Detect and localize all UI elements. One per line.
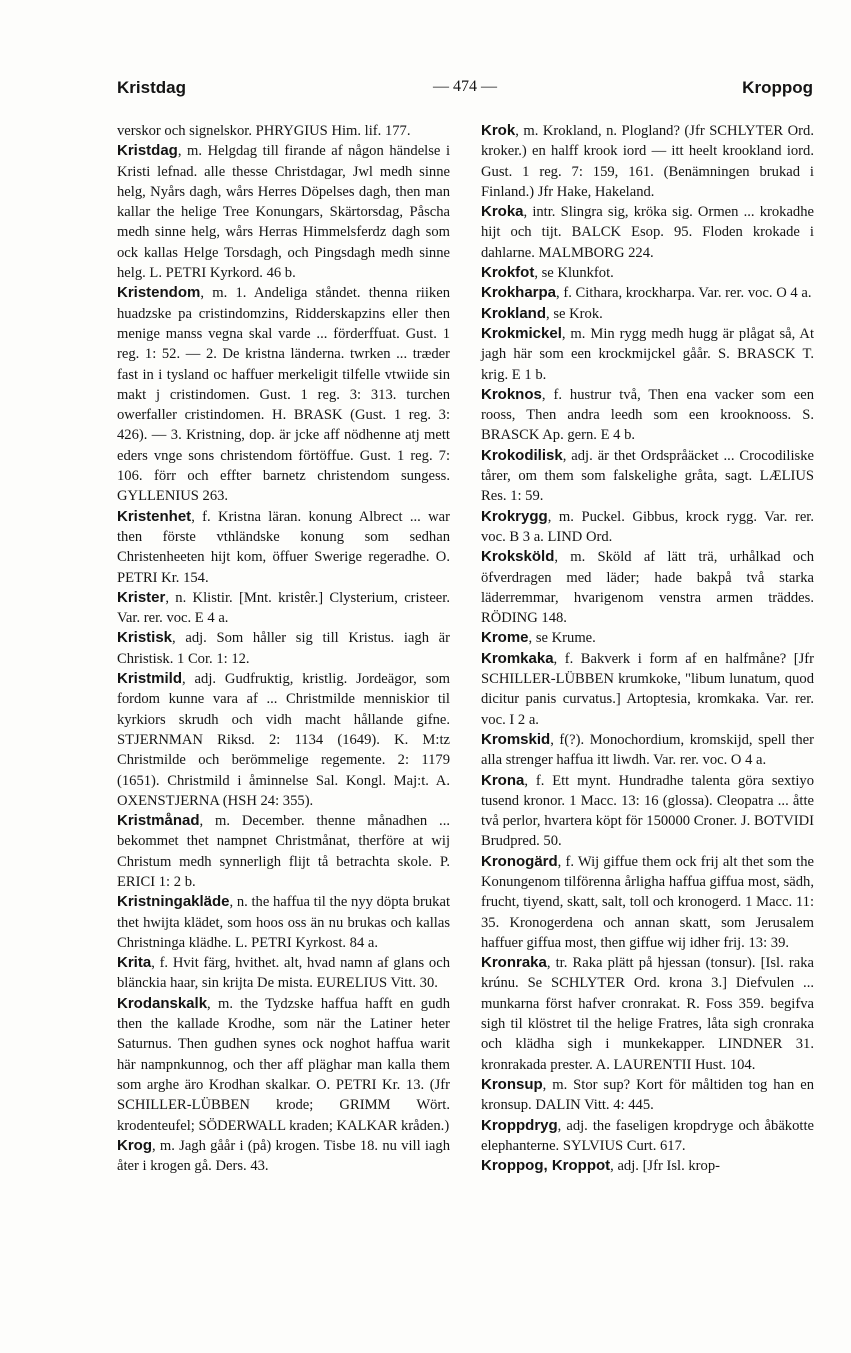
dictionary-entry: Krog, m. Jagh gåår i (på) krogen. Tisbe 18. nu vill iagh åter i krogen gå. Ders. 43. — [117, 1136, 450, 1175]
entry-headword: Kronogärd — [481, 852, 558, 870]
dictionary-entry: Kroppog, Kroppot, adj. [Jfr Isl. krop- — [481, 1157, 720, 1175]
entry-headword: Krog — [117, 1136, 152, 1154]
entry-headword: Krok — [481, 122, 516, 139]
dictionary-entry: Kronraka, tr. Raka plätt på hjessan (tonsur). [Isl. raka krúnu. Se SCHLYTER Ord. krona 3.] Diefvulen ... munkarna först hafver cronrakat. R. Foss 359. begifva sigh til klöstret til the helige Fratres, låta sigh cronraka och klädha sigh i munkekapper. LINDNER 31. kronrakada prester. A. LAURENTII Hust. 104. — [481, 954, 814, 1073]
entry-headword: Kristendom — [117, 284, 201, 302]
dictionary-entry: verskor och signelskor. PHRYGIUS Him. lif. 177. — [117, 123, 411, 139]
dictionary-entry: Kroknos, f. hustrur två, Then ena vacker som een rooss, Then andra leedh som een krooknooss. S. BRASCK Ap. gern. E 4 b. — [481, 385, 814, 444]
entry-headword: Kroksköld — [481, 548, 555, 566]
right-column — [481, 121, 814, 1176]
entry-headword: Kristmånad — [117, 812, 200, 830]
entry-headword: Kroppdryg — [481, 1116, 558, 1134]
dictionary-entry: Kroka, intr. Slingra sig, kröka sig. Ormen ... krokadhe hijt och tijt. BALCK Esop. 95. Floden krokade i dahlarne. MALMBORG 224. — [481, 203, 814, 261]
dictionary-entry: Kristningakläde, n. the haffua til the nyy döpta brukat thet hwijta klädet, som hoos oss än nu brukas och kallas Christninga klädhe. L. PETRI Kyrkost. 84 a. — [117, 893, 450, 951]
dictionary-entry: Kristdag, m. Helgdag till firande af någon händelse i Kristi lefnad. alle thesse Christdagar, Jwl medh sinne helg, Nyårs dagh, wårs Herres Döpelses dagh, then man kallar the helige Tree Konungars, Skärtorsdag, Påscha medh sinne helg, wårs Herras Himmelsferdz dagh som ock kallas Helge Torsdagh, och Pingsdagh medh sinne helg. L. PETRI Kyrkord. 46 b. — [117, 142, 450, 282]
dictionary-entry: Krokodilisk, adj. är thet Ordspråäcket ... Crocodiliske tårer, om them som falskelighe gråta, sagt. LÆLIUS Res. 1: 59. — [481, 446, 814, 505]
entry-headword: Kristisk — [117, 629, 173, 647]
page-header — [117, 78, 813, 102]
entry-headword: Kronraka — [481, 954, 547, 972]
dictionary-entry: Kronogärd, f. Wij giffue them ock frij alt thet som the Konungenom tilförenna årligha haffua giffua most, sädh, frucht, tiyend, skatt, salt, toll och kronogerd. 1 Macc. 11: 35. Kronogerdena och annan skatt, som Jerusalem haffuer giffua most, then giffue wij idher frij. 13: 39. — [481, 852, 814, 951]
entry-headword: Krodanskalk — [117, 994, 208, 1012]
entry-headword: Krita — [117, 954, 152, 972]
entry-headword: Kroknos — [481, 385, 542, 403]
entry-headword: Kroppog, Kroppot — [481, 1157, 611, 1175]
header-right-word: Kroppog — [742, 78, 813, 97]
entry-headword: Krome — [481, 629, 529, 647]
dictionary-entry: Krok, m. Krokland, n. Plogland? (Jfr SCHLYTER Ord. kroker.) en halff krook iord — itt heelt krookland iord. Gust. 1 reg. 7: 159, 161. (Benämningen brukad i Finland.) Jfr Hake, Hakeland. — [481, 122, 814, 200]
header-left-word: Kristdag — [117, 78, 186, 97]
dictionary-entry: Kromkaka, f. Bakverk i form af en halfmåne? [Jfr SCHILLER-LÜBBEN krumkoke, "libum lunatum, quod dicitur panis curvatus.] Artoptesia, kromkaka. Var. rer. voc. I 2 a. — [481, 649, 814, 728]
entry-headword: Kroka — [481, 203, 524, 221]
entry-headword: Kristmild — [117, 670, 183, 688]
entry-headword: Krona — [481, 771, 525, 789]
dictionary-entry: Kristendom, m. 1. Andeliga ståndet. thenna riiken huadzske pa cristindomzins, Ridderskapzins eller then menige manss vegna skal varde ... förderffuat. Gust. 1 reg. 1: 52. — 2. De kristna länderna. twrken ... træder fast in i tysland oc haffuer merkeligit tilfelle vtwiide sin makt j cristindomen. Gust. 1 reg. 3: 313. turchen owerfaller cristindomen. H. BRASK (Gust. 1 reg. 3: 426). — 3. Kristning, dop. är jcke aff nödhenne atj mett eders vnge sons christendom förtöffue. Gust. 1 reg. 7: 106. förr och effter barnetz christendom sungess. GYLLENIUS 263. — [117, 284, 450, 505]
dictionary-entry: Krister, n. Klistir. [Mnt. kristêr.] Clysterium, cristeer. Var. rer. voc. E 4 a. — [117, 588, 450, 627]
dictionary-entry: Kristisk, adj. Som håller sig till Kristus. iagh är Christisk. 1 Cor. 1: 12. — [117, 629, 450, 667]
entry-headword: Krokland — [481, 304, 547, 322]
entry-headword: Kromkaka — [481, 649, 554, 667]
entry-headword: Kristenhet — [117, 507, 192, 525]
dictionary-entry: Kristmild, adj. Gudfruktig, kristlig. Jordeägor, som fordom kunne vara af ... Christmilde menniskior til kyrkiors skrudh och vidh macht hållande gifne. STJERNMAN Riksd. 2: 1134 (1649). K. M:tz Christmilde och berömmelige regemente. 2: 1179 (1651). Christmild i åminnelse Sal. Kongl. Maj:t. A. OXENSTJERNA (HSH 24: 355). — [117, 670, 450, 809]
dictionary-entry: Kronsup, m. Stor sup? Kort för måltiden tog han en kronsup. DALIN Vitt. 4: 445. — [481, 1075, 814, 1114]
dictionary-entry: Kristenhet, f. Kristna läran. konung Albrect ... war then förste vthländske konung som sedhan Christenheeten hijt kom, öffuer Swerige regeradhe. O. PETRI Kr. 154. — [117, 507, 450, 586]
entry-headword: Kristdag — [117, 142, 178, 160]
entry-headword: Krokfot — [481, 264, 535, 282]
page-number: — 474 — — [433, 78, 497, 95]
dictionary-entry: Krokharpa, f. Cithara, krockharpa. Var. rer. voc. O 4 a. — [481, 284, 812, 302]
dictionary-entry: Krona, f. Ett mynt. Hundradhe talenta göra sextiyo tusend kronor. 1 Macc. 13: 16 (glossa). Cleopatra ... åtte två perlor, hvartera köpt för 150000 Croner. J. BOTVIDI Brudpred. 50. — [481, 771, 814, 850]
dictionary-entry: Kristmånad, m. December. thenne månadhen ... bekommet thet nampnet Christmånat, therföre at wij Christum medh synnerligh flijt tå betrachta skole. P. ERICI 1: 2 b. — [117, 812, 450, 890]
dictionary-entry: Krodanskalk, m. the Tydzske haffua hafft en gudh then the kallade Krodhe, som när the Latiner heter Saturnus. Then gudhen synes ock noghot haffua warit här nampnkunnog, och ther aff pläghar man kalla them som arghe äro Krodhan skalkar. O. PETRI Kr. 13. (Jfr SCHILLER-LÜBBEN krode; GRIMM Wört. krodenteufel; SÖDERWALL kraden; KALKAR kråden.) — [117, 994, 450, 1134]
entry-headword: Kromskid — [481, 730, 551, 748]
dictionary-entry: Kroppdryg, adj. the faseligen kropdryge och åbäkotte elephanterne. SYLVIUS Curt. 617. — [481, 1116, 814, 1154]
dictionary-entry: Krokfot, se Klunkfot. — [481, 264, 614, 282]
entry-headword: Krokharpa — [481, 284, 557, 302]
entry-headword: Krister — [117, 588, 166, 606]
left-column — [117, 121, 450, 1176]
dictionary-entry: Krokrygg, m. Puckel. Gibbus, krock rygg. Var. rer. voc. B 3 a. LIND Ord. — [481, 507, 814, 545]
entry-headword: Krokrygg — [481, 507, 548, 525]
dictionary-entry: Kromskid, f(?). Monochordium, kromskijd, spell ther alla strenger haffua itt liwdh. Var. rer. voc. O 4 a. — [481, 730, 814, 769]
entry-headword: Kronsup — [481, 1075, 543, 1093]
entry-headword: Kristningakläde — [117, 893, 230, 911]
dictionary-entry: Krokland, se Krok. — [481, 304, 603, 322]
dictionary-entry: Krokmickel, m. Min rygg medh hugg är plågat så, At jagh här som een krockmijckel gåår. S. BRASCK T. krig. E 1 b. — [481, 324, 814, 383]
dictionary-entry: Krita, f. Hvit färg, hvithet. alt, hvad namn af glans och blänckia haar, sin krijta De mista. EURELIUS Vitt. 30. — [117, 954, 450, 992]
dictionary-entry: Kroksköld, m. Sköld af lätt trä, urhålkad och öfverdragen med läder; hade bakpå två starka läderremmar, hvarigenom venstra armen träddes. RÖDING 148. — [481, 548, 814, 627]
dictionary-entry: Krome, se Krume. — [481, 629, 596, 647]
entry-headword: Krokodilisk — [481, 446, 563, 464]
entry-headword: Krokmickel — [481, 324, 562, 342]
